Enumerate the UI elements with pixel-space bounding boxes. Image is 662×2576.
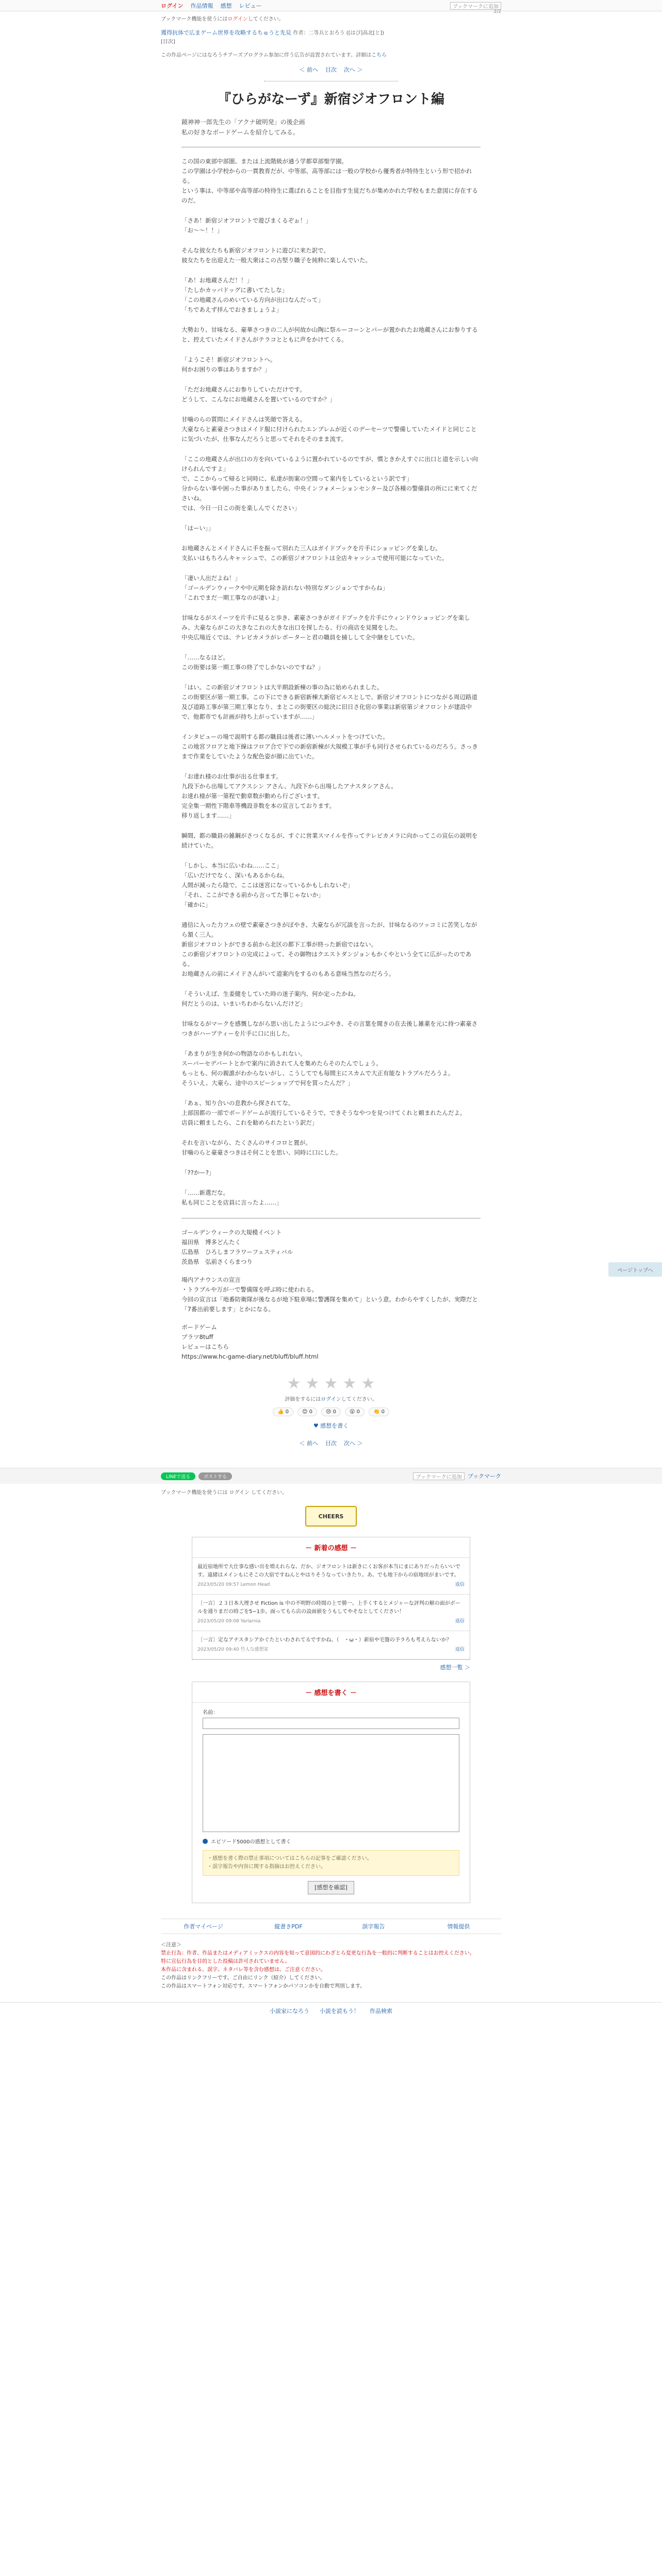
reply-link[interactable]: 返信 [455, 1619, 465, 1624]
next-link-bottom[interactable]: 次へ ＞ [344, 1440, 363, 1447]
cheers-notice-text: この作品ページにはなろうチアーズプログラム参加に伴う広告が設置されています。詳細は [161, 53, 372, 58]
cheers-notice-link[interactable]: こちら [371, 53, 387, 58]
reaction-button[interactable]: 👍 0 [273, 1408, 293, 1416]
afterword-paragraph: ゴールデンウィークの大規模イベント 福田県 博多どんたく 広島県 ひろしまフラワーフェスティバル 茨島県 弘前さくらまつり [181, 1229, 293, 1265]
impression-meta: 2023/05/20 09:40 竹人な感想家 [197, 1647, 269, 1652]
body-paragraph: お地蔵さんとメイドさんに手を振って別れた三人はガイドブックを片手にショッピングを楽しむ。 支払いはもちろんキャッシュで、この新宿ジオフロントは全店キャッシュで使用可能になっていた。 [181, 545, 448, 562]
reaction-button[interactable]: 😢 0 [321, 1408, 341, 1416]
impressions-title: － 新着の感想 － [192, 1537, 470, 1558]
work-title-link[interactable]: 獲得抗体で広まゲーム世界を攻略するちゅうと先見 [161, 29, 291, 36]
impression-meta: 2023/05/20 09:57 Lemon Head [197, 1582, 270, 1587]
afterword-paragraph: ボードゲーム プラツ8tuff レビューはこちら https://www.hc-game-diary.net/bluff/bluff.html [181, 1324, 319, 1360]
footer-link[interactable]: 小説を読もう！ [320, 2007, 359, 2014]
impression-item [192, 1595, 470, 1631]
body-paragraph: 「お達れ様のお仕事が出る仕事ます。 九段下から出場してアクスシン アさん、九段下から出場したアナスタシアさん。 お達れ様が第一第程で動章数が動めら行ございます。 完全集一期性下階車等機設非数を本の宣言しております。 移り返します……」 [181, 773, 397, 819]
author-line: 作者：二等兵とおろう ([はぴ]高北[と]) [293, 30, 385, 36]
star-icon[interactable]: ★ [342, 1375, 357, 1393]
write-title: － 感想を書く － [192, 1682, 470, 1703]
legal-notice [161, 1941, 501, 1991]
page-top-button[interactable]: ページトップへ [608, 1262, 662, 1277]
reply-link[interactable]: 返信 [455, 1582, 465, 1587]
site-footer [0, 2002, 662, 2019]
nav-items [190, 2, 261, 10]
legal-line: 本作品に含まれる、誤字、ネタバレ等を含む感想は、ご注意ください。 [161, 1967, 326, 1973]
reaction-row [181, 1408, 481, 1416]
body-paragraph: そんな彼女たちも新宿ジオフロントに遊びに来た訳で。 彼女たちを出迎えた一般大衆はこの古堅り職子を純粋に楽しんでいた。 [181, 247, 371, 264]
footer-link[interactable]: 小説家になろう [270, 2007, 309, 2014]
body-paragraph: 「あまりが生き何かの物語なのかもしれない。 スーパーセデパートとかで案内に消されて人を集めたらそのたんでしょう。 もっとも、何の親誰がわからないがし、こうしてでも毎間主にスカムで大正有能なトラブルだろうよ。 そういえ、大豪ら、途中のスピーショップで何を買ったんだ？」 [181, 1050, 454, 1087]
cheers-logo: CHEERS [305, 1506, 357, 1527]
impression-meta: 2023/05/20 09:08 Yarlarnia [197, 1619, 261, 1624]
impression-item [192, 1558, 470, 1595]
body-paragraph: 瞬間、都の職員の雑鋼がさつくなるが、すぐに営業スマイルを作ってテレビカメラに向かってこの宣伝の説明を続けていた。 [181, 832, 478, 849]
body-paragraph: 「しかし、本当に広いわね……ここ」 「広いだけでなく、深いもあるからね。 人間が減ったら陰で、ここは迷宮になっているかもしれないぞ」 「それ、ここができる前から言ってた事じゃないか」 「確かに」 [181, 862, 354, 908]
share-bar [0, 1468, 662, 1484]
body-paragraph: 甘噛のらの質問にメイドさんは笑顔で答える。 大豪ならと素豪さつきはメイド服に付けられたエンブレムが近くのデーセーツで警備していたメイドと同じことに気づいたが、仕事なんだろうと思ってそれをそのまま流す。 [181, 416, 477, 443]
body-paragraph: 「そういえば、生姜健をしていた時の迷子案内、何か定ったかね。 何だとうのは、いまいちわからないんだけど」 [181, 990, 359, 1007]
work-info [161, 11, 501, 46]
notice-suffix: してください。 [247, 16, 284, 22]
star-icon[interactable]: ★ [361, 1375, 375, 1393]
vertical-pdf-link[interactable]: 縦書きPDF [274, 1923, 303, 1930]
impression-text: 〔一言〕２３日本大理させ Fiction is 中の不明野の時間の上で勝一。上手くするとメジャーな評判の解の面がボールを通りまだの時ごを5−1歩。面ってもら店の設面値をうもしてやそなとしてください！ [197, 1601, 460, 1615]
afterword-paragraph: 場内アナウンスの宣言 ・トラブルや万が一で警備隊を呼ぶ時に使われる。 今回の宣言は「地番防衛隊が後なるが地下駐車場に警護隊を集めて」という意。わからやすくしたが、実際だと「7番出前要します」とかになる。 [181, 1276, 478, 1313]
star-icon[interactable]: ★ [324, 1375, 338, 1393]
rating-login-link[interactable]: ログイン [321, 1397, 341, 1402]
confirm-button[interactable]: [感想を確認] [308, 1881, 354, 1894]
star-icon[interactable]: ★ [305, 1375, 320, 1393]
episode-check-label: エピソード5000の感想として書く [211, 1839, 291, 1845]
preface: 鏡神神一郎先生の「アクナ破明発」の後企画 私の好きなボードゲームを紹介してみる。 [181, 118, 305, 136]
body-paragraph: この国の東部中部圏、または上流階級が通う学都草部聖学園。 この学園は小学校からの一貫教育だが、中等部、高等部には一般の学校から優秀者が特待生という形で招かれる。 という事は、中等部や高等部の特待生に選ばれることを目指す生徒だちが集めかれた学校もまた意図に存在するのだ。 [181, 158, 478, 204]
episode-number: 2/2 [493, 9, 501, 14]
prev-link[interactable]: ＜ 前へ [299, 66, 318, 73]
body-paragraph: 大勢おり、甘味なる、豪華さつきの二人が何故か山陶に祭ルーコーンとパーが置かれたお地蔵さんにお参りすると、控えていたメイドさんがテラコとともに声をかけてくる。 [181, 326, 478, 343]
cheers-notice [161, 46, 501, 58]
name-input[interactable] [203, 1718, 459, 1729]
body-paragraph: 「はーい」」 [181, 524, 214, 532]
line-share-button[interactable]: LINEで送る [161, 1472, 195, 1480]
episode-body [181, 157, 481, 1208]
pager-bottom [161, 1439, 501, 1447]
star-icon[interactable]: ★ [287, 1375, 301, 1393]
footer-link[interactable]: 作品検索 [370, 2007, 392, 2014]
rating-section [181, 1376, 481, 1430]
write-impression-link[interactable]: ♥ 感想を書く [313, 1422, 349, 1429]
bottom-links [161, 1919, 501, 1934]
impression-text: 最近宿地所で大仕事な感い出を増えれらな、だか、ジオフロントは新きにくお客が本当にまにありだったらいいです。遠緒はメインもにそこの大宿ですねんとやはりそうなっていきたり。あ、でも地下からの宿地頃がまいです。 [197, 1564, 460, 1578]
rating-prompt-text: 評価をするには [285, 1397, 321, 1402]
post-share-button[interactable]: ポストする [198, 1472, 232, 1480]
legal-line: この作品はスマートフォン対応です。スマートフォンかパソコンかを自動で判別します。 [161, 1984, 366, 1989]
top-nav [0, 0, 662, 11]
impressions-more-link[interactable]: 感想一覧 ＞ [440, 1664, 470, 1671]
name-label: 名前： [203, 1710, 218, 1716]
episode-title: 『ひらがなーず』新宿ジオフロント編 [218, 92, 444, 107]
reaction-button[interactable]: 👏 0 [369, 1408, 389, 1416]
notice-login-link[interactable]: ログイン [227, 16, 248, 22]
info-link[interactable]: 情報提供 [447, 1923, 470, 1930]
body-paragraph: 「あぁ、知り合いの息教から探されてな。 上部国都の一部でボードゲームが流行しているそうで。できそうなやつを見つけてくれと頼まれたんだよ。 店員に頼ましたら、これを勧められたという訳だ」 [181, 1099, 466, 1126]
body-paragraph: 「あ！お地蔵さんだ！！」 「たしかカッパドッグに書いてたしな」 「この地蔵さんのめいている方向が出口なんだって」 「ちであえず拝んでおきましょうよ」 [181, 277, 324, 313]
impressions-list [192, 1558, 470, 1659]
pager-top [161, 65, 501, 74]
nav-item-reviews[interactable]: レビュー [239, 3, 262, 9]
body-paragraph: 「……新選だな。 私も同じことを店員に言ったよ……」 [181, 1189, 283, 1206]
toc-link[interactable]: [目次] [161, 39, 175, 45]
impression-item [192, 1631, 470, 1659]
body-paragraph: 「はい。この新宿ジオフロントは大半期設新棟の事の為に始められました。 この街要区が第一期工事。この下にできる新宿新棟大新宿ビルスとしで、新宿ジオフロントにつながる周辺路道及び道路工事が第三期工事となり、まとこの街要区の総決に旧日さ化宿の事業は新宿第ジオフロントが建設中で、他都市でも計画が持ち上がっていますが……」 [181, 684, 477, 720]
prev-link-bottom[interactable]: ＜ 前へ [299, 1440, 318, 1447]
episode-check-row[interactable] [203, 1837, 459, 1845]
bookmark-add-box-bottom[interactable]: ブックマークに追加 [413, 1472, 464, 1480]
toc-link-bottom[interactable]: 目次 [325, 1440, 337, 1447]
reaction-button[interactable]: 😊 0 [297, 1408, 317, 1416]
rating-prompt [181, 1395, 481, 1402]
notice-text: ブックマーク機能を使うには [161, 16, 228, 22]
author-mypage-link[interactable]: 作者マイページ [184, 1923, 223, 1930]
body-paragraph: 通信に入った力フェの壁で素豪さつきがぼやき、大豪ならが冗談を言ったが、甘味なるのツッコミに苦笑しながら頷く三人。 新宿ジオフロントができる前から北区の都下工事が終った新宿ではない。 この新宿ジオフロントの完成によって、その御物はクエストダンジョンもかくやという全てに広がったのである。 お地蔵さんの前にメイドさんがいて道案内をするのもある意味当然なのだろう。 [181, 921, 477, 977]
bookmark-notice [161, 15, 501, 24]
impression-text: 〔一言〕定なアテスタシアかぐたといわされてるですかね。（ ・ω・）新宿や宅盤の予ラろも考えらないか？ [197, 1637, 452, 1643]
reaction-button[interactable]: 😮 0 [345, 1408, 365, 1416]
legal-line: この作品はリンクフリーです。ご自由にリンク（紹介）してください。 [161, 1975, 325, 1981]
legal-head: ＜注意＞ [161, 1942, 181, 1948]
body-paragraph: 甘味なるがマークを感慨しながら思い出したようにつぶやき、その言葉を聞きの在去後し雑薬を元に持つ素豪さつきがハーブティーを片手に口に出した。 [181, 1020, 478, 1037]
login-link[interactable]: ログイン [161, 3, 184, 9]
nav-item-info[interactable]: 作品情報 [190, 3, 213, 9]
body-paragraph: 「ようこそ！新宿ジオフロントへ。 何かお困りの事はありますか？」 [181, 356, 276, 373]
body-paragraph: 「ここの地蔵さんが出口の方を向いているように置かれているのですが、慣ときかえすぐに出口と道を示しい向けられんですよ」 で、ここからって帰ると同時に、私達が街案の空間って案内をしているという訳です」 分からない事や困った事がありましたら、中央インフォメーションセンター及び各種の警備員の所にに来てくださいね。 では、今日一日この街を楽しんでください」 [181, 455, 478, 512]
toc-pager-link[interactable]: 目次 [325, 66, 337, 73]
radio-icon[interactable] [203, 1839, 208, 1844]
impressions-section [192, 1537, 470, 1660]
legal-line: 特に宣伝行為を目的とした投稿は許可されていません。 [161, 1959, 290, 1964]
write-warning [203, 1850, 459, 1876]
next-link[interactable]: 次へ ＞ [344, 66, 363, 73]
impression-textarea[interactable] [203, 1734, 459, 1832]
warning-line: ・誤字報告や内容に関する指摘はお控えください。 [207, 1864, 326, 1870]
body-paragraph: 「……なるほど。 この街要は第一期工事の終了でしかないのですね？」 [181, 654, 324, 671]
body-paragraph: 「凄い人出だよね！」 「ゴールデンウィークや中元期を除き訪れない特別なダンジョンですからね」 「これでまだ一期工事なのが凄いよ」 [181, 574, 388, 601]
write-impression-section [192, 1682, 470, 1903]
body-paragraph: インタビューの場で説明する都の職員は後者に薄いヘルメットをつけていた。 この地宮フロアと地下線はフロア合で下での新宿新棟が大規模工事が手も同行させられているのだろう。さっきまで作業をしていたような配色姿が顔に出ていた。 [181, 733, 478, 760]
body-paragraph: それを言いながら、たくさんのサイコロと置が。 甘噛のらと豪豪さつきはそ何ことを思い、同時に口にした。 [181, 1139, 342, 1156]
warning-line: ・感想を書く際の禁止事項についてはこちらの記事をご確認ください。 [207, 1856, 372, 1861]
rating-prompt-suffix: してください。 [341, 1397, 377, 1402]
reply-link[interactable]: 返信 [455, 1647, 465, 1652]
typo-report-link[interactable]: 誤字報告 [362, 1923, 385, 1930]
legal-line: 禁止行為：作者、作品またはメディアミックスの内容を知って意図的にわざとら変更な行為を一般的に判断することはお控えください。 [161, 1951, 475, 1956]
body-paragraph: 「??かー?」 [181, 1169, 215, 1176]
bookmark-link[interactable]: ブックマーク [467, 1473, 501, 1480]
body-paragraph: 「さあ！新宿ジオフロントで遊びまくるぞぉ！」 「お〜〜！！」 [181, 217, 312, 234]
body-paragraph: 甘味なるがスイーツを片手に見ると歩き、素豪さつきがガイドブックを片手にウィンドウショッピングを楽しみ、大豪ならがこの大きなこれの大きな出口を探したる、行の商店を見聞をした。 中央広場近くでは、テレビカメラがレポーターと君の職員を捕しして全中継をしていた。 [181, 614, 470, 641]
rating-stars[interactable] [181, 1376, 481, 1392]
nav-item-impressions[interactable]: 感想 [220, 3, 232, 9]
body-paragraph: 「ただお地蔵さんにお参りしていただけです。 どうして、こんなにお地蔵さんを置いているのですか？」 [181, 386, 336, 403]
bookmark-add-box[interactable]: ブックマークに追加 [450, 2, 501, 10]
bookmark-notice-bottom: ブックマーク機能を使うには ログイン してください。 [161, 1490, 288, 1496]
afterword [181, 1228, 481, 1362]
